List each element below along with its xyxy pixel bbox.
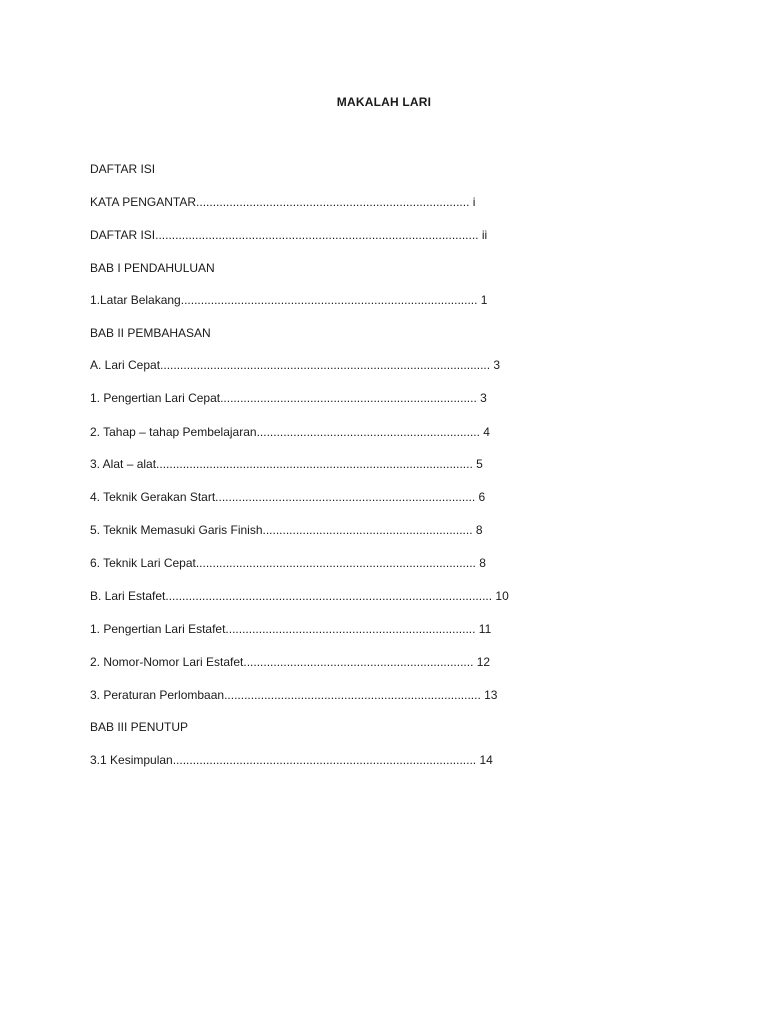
toc-heading: BAB II PEMBAHASAN (90, 326, 211, 340)
toc-heading: BAB I PENDAHULUAN (90, 261, 215, 275)
toc-entry: B. Lari Estafet.................................................................................................. 10 (90, 589, 509, 603)
toc-entry: DAFTAR ISI................................................................................................. ii (90, 228, 488, 242)
toc-entry: 3.1 Kesimpulan........................................................................................... 14 (90, 753, 493, 767)
toc-entry: 4. Teknik Gerakan Start.............................................................................. 6 (90, 490, 486, 504)
toc-entry: 1.Latar Belakang......................................................................................... 1 (90, 293, 488, 307)
toc-entry: 6. Teknik Lari Cepat.................................................................................... 8 (90, 556, 486, 570)
toc-entry: 5. Teknik Memasuki Garis Finish............................................................... 8 (90, 523, 483, 537)
toc-entry: A. Lari Cepat................................................................................................... 3 (90, 358, 501, 372)
toc-entry: 2. Tahap – tahap Pembelajaran................................................................... 4 (90, 425, 490, 439)
toc-entry: KATA PENGANTAR.................................................................................. i (90, 195, 476, 209)
document-title: MAKALAH LARI (336, 95, 432, 109)
toc-heading: BAB III PENUTUP (90, 720, 189, 734)
toc-entry: 3. Alat – alat............................................................................................... 5 (90, 457, 483, 471)
toc-entry: 1. Pengertian Lari Cepat............................................................................. 3 (90, 391, 487, 405)
toc-entry: 1. Pengertian Lari Estafet........................................................................... 11 (90, 622, 492, 636)
toc-entry: 3. Peraturan Perlombaan............................................................................. 13 (90, 688, 498, 702)
toc-heading: DAFTAR ISI (90, 162, 156, 176)
toc-entry: 2. Nomor-Nomor Lari Estafet..................................................................... 12 (90, 655, 491, 669)
